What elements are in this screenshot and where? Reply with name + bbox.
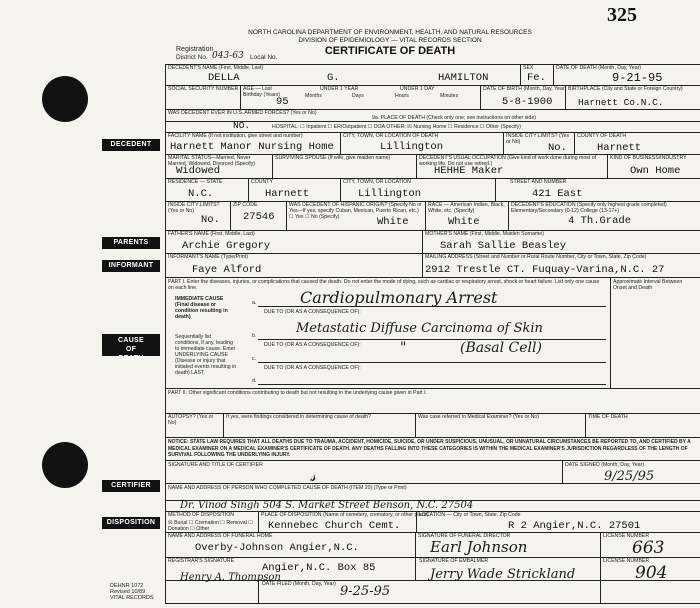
- mailing-address: 2912 Trestle CT. Fuquay-Varina,N.C. 27: [425, 264, 665, 276]
- inside-city-res-value: No.: [201, 214, 220, 226]
- cause-b-value: Metastatic Diffuse Carcinoma of Skin: [296, 321, 543, 336]
- armed-forces-label: WAS DECEDENT EVER IN U.S. ARMED FORCES? (Yes or No): [168, 110, 317, 116]
- registrar-label: REGISTRAR'S SIGNATURE: [168, 558, 235, 564]
- dod-label: DATE OF DEATH (Month, Day, Year): [556, 65, 642, 71]
- last-name: HAMILTON: [438, 72, 489, 84]
- county-of-death: Harnett: [597, 142, 642, 154]
- race-label: RACE — American Indian, Black, White, etc. (Specify): [428, 202, 505, 214]
- place-disposition-label: PLACE OF DISPOSITION (Name of cemetery, crematory, or other place): [261, 512, 429, 518]
- inside-city-label: INSIDE CITY LIMITS? (Yes or No): [506, 133, 570, 145]
- armed-forces-value: NO.: [233, 120, 251, 131]
- registrar-address: Angier,N.C. Box 85: [262, 562, 376, 574]
- inside-city-res-label: INSIDE CITY LIMITS? (Yes or No): [168, 202, 220, 214]
- hospital-options: HOSPITAL: ☐ Inpatient ☐ ER/Outpatient ☐ DOA OTHER: ☒ Nursing Home ☐ Residence ☐ Other (Specify): [272, 124, 521, 130]
- binding-hole-bottom: [42, 442, 88, 488]
- district-no: 043-63: [212, 51, 244, 61]
- residence-county: Harnett: [265, 188, 310, 200]
- county-death-label: COUNTY OF DEATH: [577, 133, 627, 139]
- tab-informant: INFORMANT: [102, 260, 160, 272]
- mother-name: Sarah Sallie Beasley: [440, 240, 567, 252]
- date-signed-label: DATE SIGNED (Month, Day, Year): [565, 462, 645, 468]
- residence-street: 421 East: [532, 188, 583, 200]
- business-value: Own Home: [630, 165, 681, 177]
- autopsy-label: AUTOPSY? (Yes or No): [168, 414, 214, 426]
- notice-text: NOTICE: STATE LAW REQUIRES THAT ALL DEATHS DUE TO TRAUMA, ACCIDENT, HOMICIDE, SUICIDE, OR UNDER SUSPICIOUS, UNUSUAL, OR UNNATURAL CIRCUMSTANCES BE REPORTED TO, AND CERTIFIED BY A MEDICAL EXAMINER ON A MEDICAL EXAMINER'S CERTIFICATE OF DEATH. ANY DEATHS FALLING INTO THESE CATEGORIES IS WITHIN THE MEDICAL EXAMINER'S JURISDICTION REGARDLESS OF THE LENGTH OF SURVIVAL FOLLOWING THE UNDERLYING INJURY.: [168, 439, 691, 458]
- registration-label: Registration: [176, 46, 214, 53]
- line-c-marker: c.: [252, 356, 257, 362]
- method-options: ☒ Burial ☐ Cremation ☐ Removal ☐ Donation ☐ Other: [168, 520, 253, 532]
- local-label: Local No.: [250, 54, 278, 61]
- facility-label: FACILITY NAME (If not institution, give street and number): [168, 133, 303, 139]
- agency-line: NORTH CAROLINA DEPARTMENT OF ENVIRONMENT, HEALTH, AND NATURAL RESOURCES: [248, 29, 532, 36]
- funeral-director-signature: Earl Johnson: [430, 538, 528, 556]
- cause-a-value: Cardiopulmonary Arrest: [300, 288, 498, 307]
- sequential-label: Sequentially list conditions, if any, leading to immediate cause. Enter UNDERLYING CAUSE (Disease or injury that initiated events resulting in death) LAST.: [175, 334, 237, 376]
- minutes-label: Minutes: [440, 93, 459, 99]
- mailing-label: MAILING ADDRESS (Street and Number or Rural Route Number, City or Town, State, Zip Code): [425, 254, 647, 260]
- city-death-label: CITY, TOWN, OR LOCATION OF DEATH: [343, 133, 439, 139]
- months-label: Months: [305, 93, 323, 99]
- embalmer-signature: Jerry Wade Strickland: [430, 567, 576, 582]
- license-label-embalmer: LICENSE NUMBER: [603, 558, 650, 564]
- certifier-signature: 𝓈: [310, 466, 316, 485]
- residence-city: Lillington: [358, 188, 422, 200]
- cause-b2-value: (Basal Cell): [460, 340, 542, 356]
- certifier-address-label: NAME AND ADDRESS OF PERSON WHO COMPLETED CAUSE OF DEATH (ITEM 20) (Type or Print): [168, 485, 407, 491]
- age-value: 95: [276, 96, 289, 108]
- binding-hole-top: [42, 76, 88, 122]
- funeral-home: Overby-Johnson Angier,N.C.: [195, 542, 359, 554]
- county-label: COUNTY: [251, 179, 273, 185]
- hispanic-value: White: [377, 216, 409, 228]
- date-of-death: 9-21-95: [612, 71, 663, 85]
- marital-status: Widowed: [176, 165, 221, 177]
- under-1-day-label: UNDER 1 DAY: [400, 86, 435, 92]
- page-number: 325: [607, 4, 637, 26]
- age-label: AGE — Last Birthday (Years): [243, 86, 281, 98]
- due-to-b: DUE TO (OR AS A CONSEQUENCE OF):: [264, 342, 361, 348]
- funeral-director-label: SIGNATURE OF FUNERAL DIRECTOR: [418, 533, 511, 539]
- date-filed-label: DATE FILED (Month, Day, Year): [262, 581, 336, 587]
- immediate-label: IMMEDIATE CAUSE (Final disease or condition resulting in death): [175, 296, 228, 320]
- division-line: DIVISION OF EPIDEMIOLOGY — VITAL RECORDS SECTION: [298, 37, 482, 44]
- district-label: District No.: [176, 54, 208, 61]
- sex-label: SEX: [523, 65, 534, 71]
- interval-label: Approximate Interval Between Onset and Death: [613, 279, 683, 291]
- tab-disposition: DISPOSITION: [102, 517, 160, 529]
- date-signed-value: 9/25/95: [604, 469, 655, 484]
- embalmer-label: SIGNATURE OF EMBALMER: [419, 558, 489, 564]
- date-of-birth: 5-8-1900: [502, 96, 553, 108]
- place-of-death-label: 9a. PLACE OF DEATH (Check only one; see instructions on other side): [372, 115, 536, 121]
- occupation-label: DECEDENT'S USUAL OCCUPATION (Give kind of work done during most of working life. Do not use retired.): [419, 155, 597, 167]
- tab-certifier: CERTIFIER: [102, 480, 160, 492]
- line-b-marker: b.: [252, 333, 257, 339]
- funeral-home-label: NAME AND ADDRESS OF FUNERAL HOME: [168, 533, 273, 539]
- residence-state-label: RESIDENCE — STATE: [168, 179, 223, 185]
- place-of-disposition: Kennebec Church Cemt.: [268, 520, 401, 532]
- father-label: FATHER'S NAME (First, Middle, Last): [168, 231, 255, 237]
- education-label: DECEDENT'S EDUCATION (Specify only highest grade completed) Elementary/Secondary (0-12) College (13-17+): [511, 202, 667, 214]
- name-label: DECEDENT'S NAME (First, Middle, Last): [168, 65, 264, 71]
- form-id: DEHNR 1072 Revised 10/89 VITAL RECORDS: [110, 583, 154, 601]
- street-label: STREET AND NUMBER: [510, 179, 567, 185]
- method-label: METHOD OF DISPOSITION: [168, 512, 234, 518]
- page-title: CERTIFICATE OF DEATH: [324, 45, 456, 57]
- sex-value: Fe.: [527, 72, 546, 84]
- inside-city-value: No.: [548, 142, 567, 154]
- city-res-label: CITY, TOWN, OR LOCATION: [343, 179, 411, 185]
- middle-name: G.: [327, 72, 340, 84]
- part1-label: PART I. Enter the diseases, injuries, or complications that caused the death. Do not enter the mode of dying, such as cardiac or respiratory arrest, shock or heart failure. List only one cause on each line.: [168, 279, 600, 291]
- ssn-label: SOCIAL SECURITY NUMBER: [168, 86, 239, 92]
- spouse-label: SURVIVING SPOUSE (If wife, give maiden name): [275, 155, 391, 161]
- registrar-signature: Henry A. Thompson: [180, 572, 281, 583]
- certifier-address: Dr. Vinod Singh 504 S. Market Street Benson, N.C. 27504: [180, 500, 474, 511]
- mother-label: MOTHER'S NAME (First, Middle, Maiden Surname): [425, 231, 544, 237]
- zip-label: ZIP CODE: [233, 202, 258, 208]
- referred-label: Was case referred to Medical Examiner? (Yes or No): [418, 414, 539, 420]
- license-director: 663: [632, 538, 665, 558]
- occupation-value: HEHHE Maker: [434, 165, 504, 177]
- informant-name: Faye Alford: [192, 264, 262, 276]
- due-to-a: DUE TO (OR AS A CONSEQUENCE OF):: [264, 309, 361, 315]
- race-value: White: [448, 216, 480, 228]
- informant-label: INFORMANT'S NAME (Type/Print): [168, 254, 248, 260]
- location-label: LOCATION — City or Town, State, Zip Code: [419, 512, 521, 518]
- birthplace-value: Harnett Co.N.C.: [578, 97, 664, 108]
- hours-label: Hours: [395, 93, 409, 99]
- date-filed: 9-25-95: [340, 584, 391, 599]
- tab-parents: PARENTS: [102, 237, 160, 249]
- zip-value: 27546: [243, 211, 275, 223]
- under-1-year-label: UNDER 1 YEAR: [320, 86, 359, 92]
- father-name: Archie Gregory: [182, 240, 271, 252]
- disposition-location: R 2 Angier,N.C. 27501: [508, 520, 641, 532]
- license-label-director: LICENSE NUMBER: [603, 533, 650, 539]
- days-label: Days: [352, 93, 364, 99]
- cause-c-value: ": [400, 340, 407, 356]
- marital-label: MARITAL STATUS—Married, Never Married, Widowed, Divorced (Specify): [168, 155, 256, 167]
- due-to-c: DUE TO (OR AS A CONSEQUENCE OF):: [264, 365, 361, 371]
- line-a-marker: a.: [252, 300, 257, 306]
- hispanic-label: WAS DECEDENT OF HISPANIC ORIGIN? (Specify No or Yes—If yes, specify Cuban, Mexican, Puerto Rican, etc.) ☐ Yes ☐ No (Specify): [289, 202, 422, 220]
- tab-cause-of-death: CAUSE OF DEATH: [102, 334, 160, 356]
- dob-label: DATE OF BIRTH (Month, Day, Year): [483, 86, 567, 92]
- business-label: KIND OF BUSINESS/INDUSTRY: [610, 155, 687, 161]
- part2-label: PART II. Other significant conditions contributing to death but not resulting in the underlying cause given in Part I.: [168, 390, 427, 396]
- first-name: DELLA: [208, 72, 240, 84]
- autopsy-findings-label: If yes, were findings considered in determining cause of death?: [226, 414, 372, 420]
- residence-state: N.C.: [188, 188, 214, 200]
- education-value: 4 Th.Grade: [568, 215, 632, 227]
- city-of-death: Lillington: [380, 141, 444, 153]
- tab-decedent: DECEDENT: [102, 139, 160, 151]
- time-of-death-label: TIME OF DEATH: [588, 414, 628, 420]
- license-embalmer: 904: [635, 563, 668, 583]
- facility-name: Harnett Manor Nursing Home: [170, 141, 334, 153]
- birthplace-label: BIRTHPLACE (City and State or Foreign Country): [568, 86, 683, 92]
- line-d-marker: d.: [252, 378, 257, 384]
- signature-certifier-label: SIGNATURE AND TITLE OF CERTIFIER: [168, 462, 263, 468]
